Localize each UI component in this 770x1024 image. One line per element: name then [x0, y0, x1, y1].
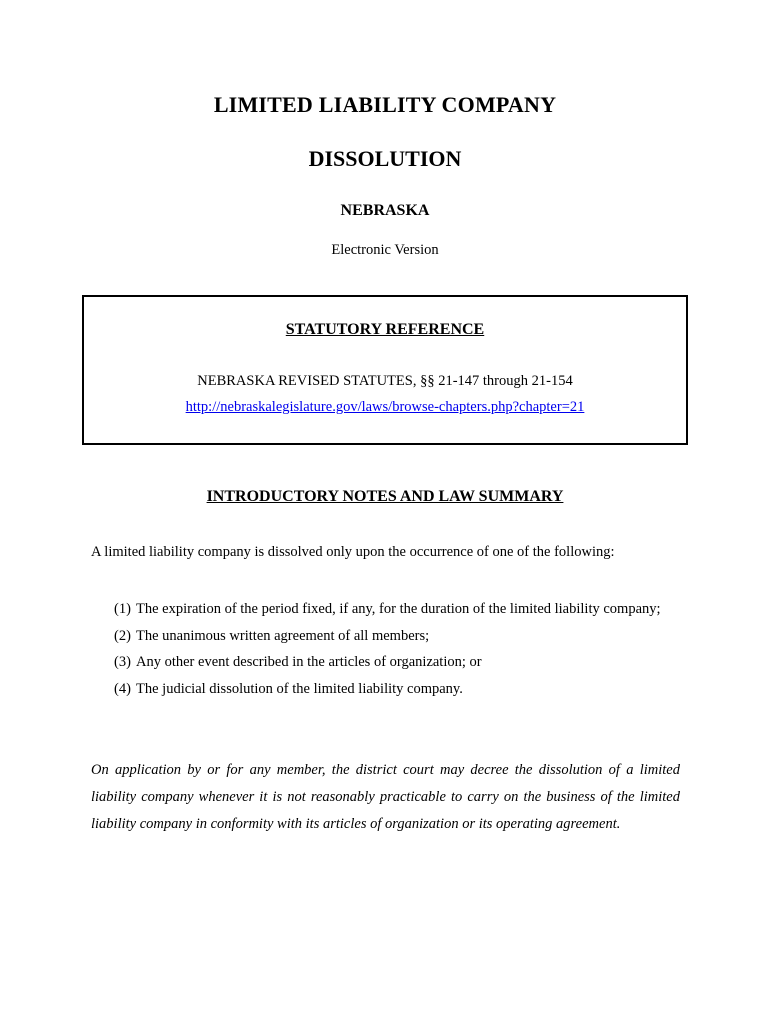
statutes-citation: NEBRASKA REVISED STATUTES, §§ 21-147 through 21-154	[197, 373, 573, 389]
version-label: Electronic Version	[331, 242, 439, 258]
state-name: NEBRASKA	[340, 202, 430, 219]
list-item-number: (3)	[114, 654, 131, 670]
list-item-number: (1)	[114, 601, 131, 617]
notes-heading: INTRODUCTORY NOTES AND LAW SUMMARY	[206, 488, 564, 505]
list-item-number: (4)	[114, 680, 131, 697]
legislature-link[interactable]: http://nebraskalegislature.gov/laws/browse-chapters.php?chapter=21	[185, 399, 585, 415]
document-title: LIMITED LIABILITY COMPANY	[213, 92, 557, 117]
statutory-reference-box	[82, 295, 688, 445]
list-item	[114, 623, 680, 650]
dissolution-events-list	[114, 596, 680, 702]
statutory-reference-heading: STATUTORY REFERENCE	[285, 321, 485, 338]
list-item	[114, 649, 680, 676]
list-item-text: Any other event described in the articles of organization; or	[136, 654, 482, 670]
list-item-text: The expiration of the period fixed, if any, for the duration of the limited liability company;	[136, 601, 661, 617]
document-subtitle: DISSOLUTION	[308, 146, 462, 171]
list-item-text: The unanimous written agreement of all members;	[136, 627, 430, 644]
list-item-text: The judicial dissolution of the limited liability company.	[136, 680, 463, 697]
closing-paragraph: On application by or for any member, the district court may decree the dissolution of a limited liability company whenever it is not reasonably practicable to carry on the business of the limited liability company in conformity with its articles of organization or its operating agreement.	[91, 762, 680, 832]
list-item	[114, 596, 680, 623]
intro-paragraph: A limited liability company is dissolved only upon the occurrence of one of the following:	[91, 544, 615, 560]
list-item-number: (2)	[114, 627, 131, 644]
list-item	[114, 676, 680, 703]
